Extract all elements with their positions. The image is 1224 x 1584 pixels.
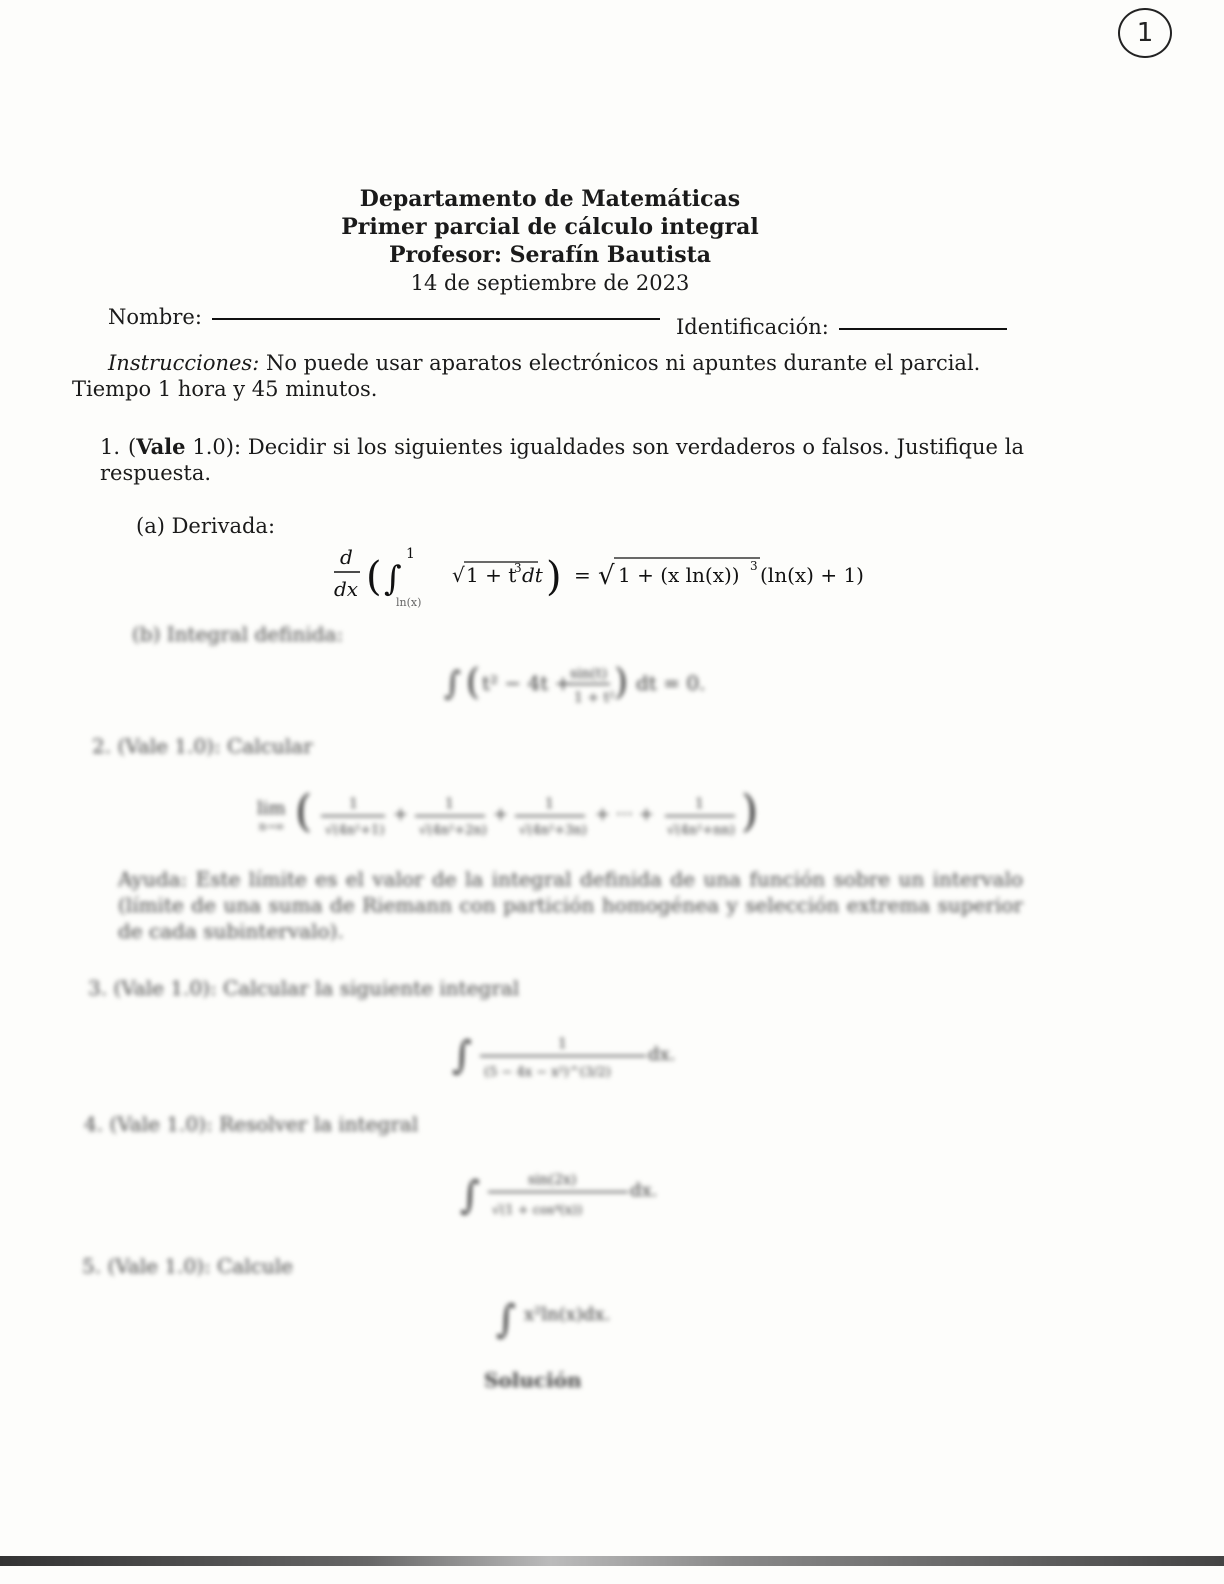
question-2-formula	[255, 780, 895, 850]
question-3-label: 3. (Vale 1.0): Calcular la siguiente integral	[88, 976, 520, 1000]
question-1: 1. (Vale 1.0): Decidir si los siguientes igualdades son verdaderos o falsos. Justifique la respuesta.	[100, 434, 1024, 485]
svg-text:sin(t): sin(t)	[570, 666, 608, 682]
svg-text:√(1 + cos⁴(x)): √(1 + cos⁴(x))	[492, 1203, 583, 1218]
svg-text:sin(2x): sin(2x)	[528, 1172, 577, 1188]
svg-text:x²ln(x)dx.: x²ln(x)dx.	[524, 1304, 611, 1325]
svg-text:): )	[741, 786, 759, 837]
svg-text:ln(x): ln(x)	[396, 596, 422, 609]
svg-text:∫: ∫	[496, 1297, 516, 1341]
svg-text:1: 1	[558, 1036, 567, 1052]
svg-text:1: 1	[695, 796, 704, 812]
svg-text:n→∞: n→∞	[259, 820, 285, 833]
scan-edge-shadow	[0, 1556, 1224, 1566]
part-a-label: (a) Derivada:	[136, 514, 276, 538]
question-1-value-label: Vale	[136, 434, 186, 459]
svg-text:3: 3	[514, 561, 522, 575]
exam-date: 14 de septiembre de 2023	[410, 271, 690, 295]
instructions	[72, 350, 1028, 402]
name-field	[108, 305, 660, 329]
svg-text:√(4n²+nn): √(4n²+nn)	[667, 823, 735, 838]
part-b-label: (b) Integral definida:	[132, 622, 344, 646]
svg-text:√: √	[598, 561, 615, 591]
question-2-label: 2. (Vale 1.0): Calcular	[92, 734, 313, 758]
exam-title: Primer parcial de cálculo integral	[341, 214, 759, 240]
question-4-formula	[458, 1160, 678, 1230]
question-5-label: 5. (Vale 1.0): Calcule	[82, 1254, 294, 1278]
solution-label: Solución	[484, 1368, 582, 1392]
svg-text:(5 − 4x − x²)^(3/2): (5 − 4x − x²)^(3/2)	[484, 1065, 611, 1080]
svg-text:lim: lim	[257, 798, 286, 819]
svg-text:1: 1	[545, 796, 554, 812]
svg-text:1 + (x ln(x)): 1 + (x ln(x))	[618, 563, 740, 587]
svg-text:(: (	[466, 662, 481, 703]
question-1-text: Decidir si los siguientes igualdades son verdaderos o falsos. Justifique la respuesta.	[100, 435, 1024, 485]
svg-text:(: (	[295, 786, 313, 837]
instructions-text: No puede usar aparatos electrónicos ni apuntes durante el parcial. Tiempo 1 hora y 45 minutos.	[72, 351, 981, 401]
svg-text:1: 1	[349, 796, 358, 812]
professor-name: Profesor: Serafín Bautista	[388, 242, 712, 268]
svg-text:dt: dt	[522, 563, 543, 587]
svg-text:dx: dx	[334, 577, 359, 601]
svg-text:dx.: dx.	[648, 1044, 676, 1065]
svg-text:(: (	[366, 554, 382, 600]
department-title: Departamento de Matemáticas	[359, 186, 741, 212]
svg-text:dt = 0.: dt = 0.	[636, 671, 706, 695]
svg-text:+ ··· +: + ··· +	[595, 804, 654, 825]
svg-text:+: +	[393, 804, 409, 825]
svg-text:∫: ∫	[444, 664, 461, 702]
svg-text:∫: ∫	[460, 1173, 480, 1217]
id-blank-line[interactable]	[839, 328, 1007, 330]
svg-text:1: 1	[406, 546, 415, 562]
svg-text:∫: ∫	[384, 559, 402, 599]
name-blank-line[interactable]	[212, 318, 660, 320]
question-3-formula	[450, 1020, 690, 1090]
handwritten-page-number: 1	[1118, 8, 1172, 58]
svg-text:1: 1	[445, 796, 454, 812]
svg-text:): )	[546, 554, 562, 600]
id-field	[676, 315, 1007, 339]
part-b-formula	[440, 654, 770, 714]
svg-text:1 + t: 1 + t	[466, 563, 517, 587]
question-4-label: 4. (Vale 1.0): Resolver la integral	[84, 1112, 419, 1136]
question-5-formula	[494, 1286, 644, 1346]
derivative-formula	[330, 540, 890, 610]
svg-text:√(4n²+3n): √(4n²+3n)	[519, 823, 587, 838]
svg-text:∫: ∫	[452, 1033, 472, 1077]
svg-text:√(4n²+1): √(4n²+1)	[325, 823, 385, 838]
question-2-hint: Ayuda: Este límite es el valor de la integral definida de una función sobre un intervalo (límite de una suma de Riemann con partición homogénea y selección extrema superior de cada subintervalo).	[118, 867, 1023, 943]
svg-text:(ln(x) + 1): (ln(x) + 1)	[760, 563, 864, 587]
svg-text:1 + t²: 1 + t²	[574, 690, 615, 706]
instructions-label: Instrucciones:	[108, 351, 260, 375]
svg-text:√: √	[452, 563, 465, 587]
svg-text:=: =	[574, 563, 591, 587]
svg-text:d: d	[340, 545, 353, 569]
question-1-points: 1.0	[192, 435, 226, 459]
svg-text:3: 3	[750, 559, 758, 573]
svg-text:+: +	[493, 804, 509, 825]
svg-text:dx.: dx.	[630, 1180, 658, 1201]
svg-text:): )	[614, 662, 629, 703]
exam-header	[340, 185, 760, 297]
name-label: Nombre:	[108, 305, 202, 329]
svg-text:t² − 4t +: t² − 4t +	[482, 671, 572, 695]
question-1-number: 1.	[100, 435, 121, 459]
id-label: Identificación:	[676, 315, 829, 339]
svg-text:√(4n²+2n): √(4n²+2n)	[419, 823, 487, 838]
